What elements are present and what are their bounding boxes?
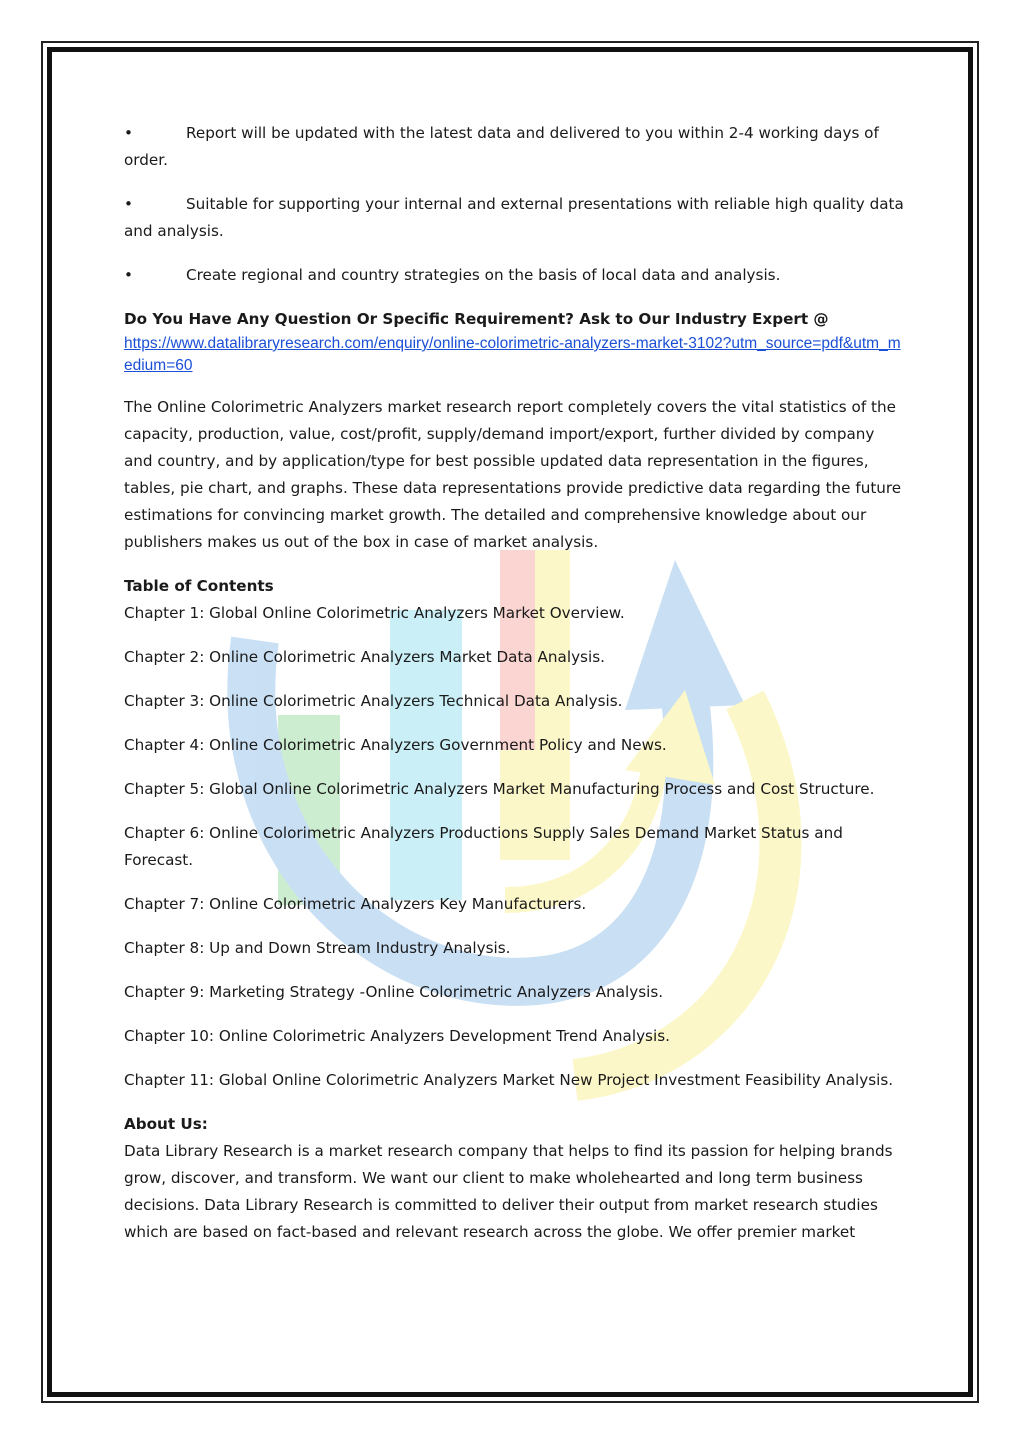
intro-paragraph: The Online Colorimetric Analyzers market research report completely covers the vital statistics of the capacity, production, value, cost/profit, supply/demand import/export, further divided by company and country, and by application/type for best possible updated data representation in the figures, tables, pie chart, and graphs. These data representations provide predictive data regarding the future estimations for convincing market growth. The detailed and comprehensive knowledge about our publishers makes us out of the box in case of market analysis.: [124, 398, 902, 551]
bullet-text: Suitable for supporting your internal and external presentations with reliable high quality data and analysis.: [124, 195, 904, 240]
toc-chapter: Chapter 9: Marketing Strategy -Online Colorimetric Analyzers Analysis.: [124, 983, 664, 1001]
toc-chapter: Chapter 6: Online Colorimetric Analyzers Productions Supply Sales Demand Market Status and Forecast.: [124, 824, 843, 869]
toc-chapter: Chapter 8: Up and Down Stream Industry Analysis.: [124, 939, 511, 957]
about-paragraph: Data Library Research is a market research company that helps to find its passion for helping brands grow, discover, and transform. We want our client to make wholehearted and long term business decisions. Data Library Research is committed to deliver their output from market research studies which are based on fact-based and relevant research across the globe. We offer premier market: [124, 1142, 893, 1241]
bullet-text: Report will be updated with the latest data and delivered to you within 2-4 working days of order.: [124, 124, 879, 169]
toc-chapter: Chapter 4: Online Colorimetric Analyzers Government Policy and News.: [124, 736, 667, 754]
bullet-item: [124, 120, 904, 174]
bullet-dot: •: [124, 195, 133, 213]
bullet-text: Create regional and country strategies on the basis of local data and analysis.: [186, 266, 781, 284]
bullet-dot: •: [124, 266, 133, 284]
toc-chapter: Chapter 10: Online Colorimetric Analyzers Development Trend Analysis.: [124, 1027, 670, 1045]
about-heading: About Us:: [124, 1115, 208, 1133]
toc-chapter: Chapter 5: Global Online Colorimetric Analyzers Market Manufacturing Process and Cost Structure.: [124, 780, 875, 798]
toc-chapter: Chapter 11: Global Online Colorimetric Analyzers Market New Project Investment Feasibility Analysis.: [124, 1071, 894, 1089]
bullet-item: [124, 191, 904, 245]
toc-chapter: Chapter 2: Online Colorimetric Analyzers Market Data Analysis.: [124, 648, 605, 666]
bullet-dot: •: [124, 124, 133, 142]
enquiry-link[interactable]: https://www.datalibraryresearch.com/enquiry/online-colorimetric-analyzers-market-3102?utm_source=pdf&utm_medium=60: [124, 335, 901, 374]
toc-list: [124, 600, 904, 1094]
bullet-item: [124, 262, 904, 289]
toc-chapter: Chapter 3: Online Colorimetric Analyzers Technical Data Analysis.: [124, 692, 623, 710]
document-body: [124, 120, 904, 1263]
question-heading: Do You Have Any Question Or Specific Requirement? Ask to Our Industry Expert @: [124, 310, 829, 328]
toc-chapter: Chapter 7: Online Colorimetric Analyzers Key Manufacturers.: [124, 895, 587, 913]
toc-heading: Table of Contents: [124, 577, 274, 595]
toc-chapter: Chapter 1: Global Online Colorimetric Analyzers Market Overview.: [124, 604, 625, 622]
